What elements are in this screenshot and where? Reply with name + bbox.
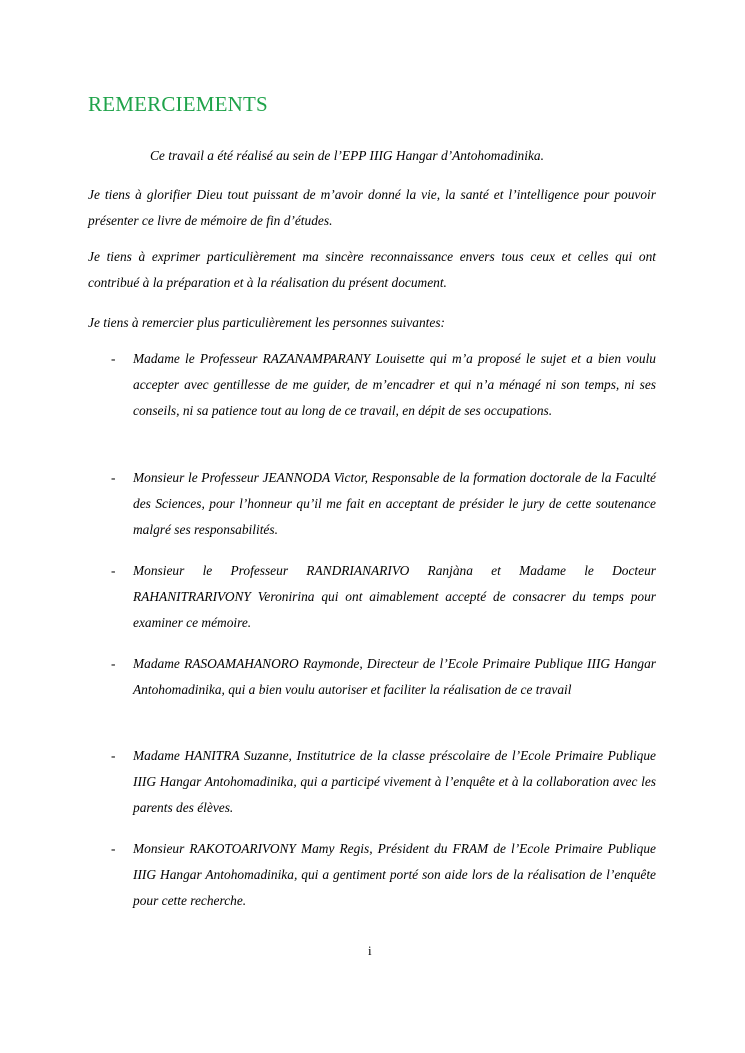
list-item: Madame RASOAMAHANORO Raymonde, Directeur de l’Ecole Primaire Publique IIIG Hangar Antohomadinika, qui a bien voulu autoriser et faciliter la réalisation de ce travail [133,656,656,697]
list-bullet: - [111,841,116,856]
list-bullet: - [111,351,116,366]
paragraph-gratitude: Je tiens à exprimer particulièrement ma sincère reconnaissance envers tous ceux et celles qui ont contribué à la préparation et à la réalisation du présent document. [88,249,656,290]
page-number: i [368,943,372,958]
page-title: REMERCIEMENTS [88,92,268,116]
list-item: Madame le Professeur RAZANAMPARANY Louisette qui m’a proposé le sujet et a bien voulu accepter avec gentillesse de me guider, de m’encadrer et qui n’a ménagé ni son temps, ni ses conseils, ni sa patience tout au long de ce travail, en dépit de ses occupations. [133,351,656,418]
list-bullet: - [111,748,116,763]
list-bullet: - [111,470,116,485]
list-bullet: - [111,563,116,578]
list-item: Monsieur le Professeur JEANNODA Victor, Responsable de la formation doctorale de la Faculté des Sciences, pour l’honneur qu’il me fait en acceptant de présider le jury de cette soutenance malgré ses responsabilités. [133,470,656,537]
intro-paragraph: Ce travail a été réalisé au sein de l’EPP IIIG Hangar d’Antohomadinika. [150,148,544,163]
paragraph-glorify: Je tiens à glorifier Dieu tout puissant de m’avoir donné la vie, la santé et l’intelligence pour pouvoir présenter ce livre de mémoire de fin d’études. [88,187,656,228]
paragraph-thanks-intro: Je tiens à remercier plus particulièrement les personnes suivantes: [88,315,446,330]
list-item: Monsieur le Professeur RANDRIANARIVO Ranjàna et Madame le Docteur RAHANITRARIVONY Veronirina qui ont aimablement accepté de consacrer du temps pour examiner ce mémoire. [133,563,656,630]
list-bullet: - [111,656,116,671]
list-item: Madame HANITRA Suzanne, Institutrice de la classe préscolaire de l’Ecole Primaire Publique IIIG Hangar Antohomadinika, qui a participé vivement à l’enquête et à la collaboration avec les parents des élèves. [133,748,656,815]
list-item: Monsieur RAKOTOARIVONY Mamy Regis, Président du FRAM de l’Ecole Primaire Publique IIIG Hangar Antohomadinika, qui a gentiment porté son aide lors de la réalisation de l’enquête pour cette recherche. [133,841,656,908]
